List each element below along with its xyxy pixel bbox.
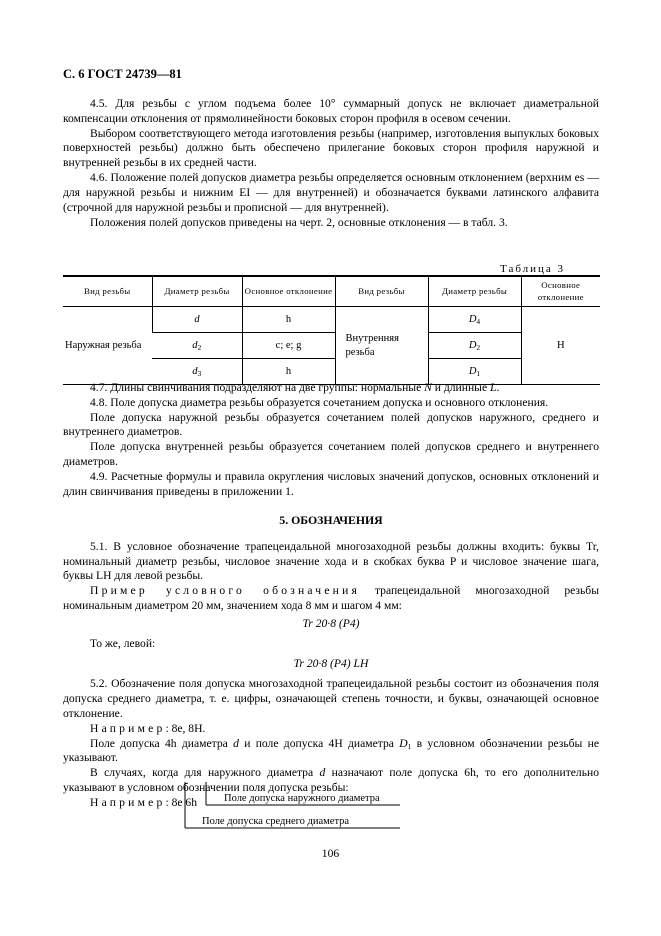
paragraph-4-6-b: Положения полей допусков приведены на черт. 2, основные отклонения — в табл. 3. bbox=[90, 215, 508, 229]
paragraph-4-8: 4.8. Поле допуска диаметра резьбы образуется сочетанием допуска и основного отклонения. bbox=[90, 395, 549, 409]
table-header-deviation-int: Основное отклонение bbox=[521, 276, 600, 307]
diam-subscript: 3 bbox=[197, 368, 202, 378]
same-left-label: То же, левой: bbox=[90, 636, 156, 650]
table-cell-ext-dev: c; e; g bbox=[242, 333, 335, 359]
table-caption: Таблица 3 bbox=[500, 263, 566, 275]
tolerance-diagram bbox=[175, 780, 415, 835]
section-5-title: 5. ОБОЗНАЧЕНИЯ bbox=[279, 512, 383, 527]
diam-subscript: 1 bbox=[476, 368, 481, 378]
middle-diameter-label: Поле допуска среднего диаметра bbox=[202, 816, 350, 827]
page-header: С. 6 ГОСТ 24739—81 bbox=[63, 67, 182, 81]
paragraph-5-2: 5.2. Обозначение поля допуска многозаходной трапецеидальной резьбы состоит из обозначения поля допуска среднего диаметра, т. е. цифры, означающей степень точности, и буквы, означающей основное отклонение. bbox=[63, 677, 599, 720]
example-1: Например: 8e, 8H. bbox=[90, 721, 206, 735]
section-4-continued bbox=[63, 381, 599, 811]
page-number: 106 bbox=[321, 847, 340, 860]
table-cell-ext-diam bbox=[152, 333, 242, 359]
paragraph-5-2-c: В случаях, когда для наружного диаметра d назначают поле допуска 6h, то его дополнительно указывают в условном обозначении поля допуска резьбы: bbox=[63, 766, 599, 795]
paragraph-4-5-b: Выбором соответствующего метода изготовления резьбы (например, изготовления выпуклых боковых поверхностей резьбы) должно быть обеспечено прилегание боковых сторон профиля наружной и внутренней резьбы в их средней части. bbox=[63, 126, 599, 170]
table-cell-int-dev: H bbox=[521, 307, 600, 385]
outer-diameter-label: Поле допуска наружного диаметра bbox=[224, 793, 380, 804]
table-cell-ext-type: Наружная резьба bbox=[63, 307, 152, 385]
table-header-diameter: Диаметр резьбы bbox=[152, 276, 242, 307]
paragraph-5-1: 5.1. В условное обозначение трапецеидальной многозаходной резьбы должны входить: буквы Tr, номинальный диаметр резьбы, числовое значение хода и в скобках буква P и числовое значение шага, буквы LH для левой резьбы. bbox=[63, 539, 599, 583]
paragraph-4-9: 4.9. Расчетные формулы и правила округления числовых значений допусков, основных отклонений и длин свинчивания приведены в приложении 1. bbox=[63, 469, 599, 498]
table-header-type-int: Вид резьбы bbox=[335, 276, 428, 307]
example-2: Например: 8e 6h bbox=[90, 795, 198, 809]
paragraph-4-6: 4.6. Положение полей допусков диаметра резьбы определяется основным отклонением (верхним es — для наружной резьбы и нижним EI — для внутренней) и обозначается буквами латинского алфавита (строчной для наружной резьбы и прописной — для внутренней). bbox=[63, 171, 599, 214]
formula-2: Tr 20·8 (P4) LH bbox=[293, 656, 369, 670]
paragraph-5-1-example: Пример условного обозначения трапецеидальной многозаходной резьбы номинальным диаметром 20 мм, значением хода 8 мм и шагом 4 мм: bbox=[63, 584, 599, 613]
table-3 bbox=[63, 275, 600, 385]
section-4-text bbox=[63, 97, 599, 230]
diam-symbol: d bbox=[194, 313, 200, 325]
table-header-type: Вид резьбы bbox=[63, 276, 152, 307]
diam-symbol: D bbox=[468, 339, 477, 351]
diam-subscript: 2 bbox=[197, 342, 202, 352]
table-cell-ext-diam bbox=[152, 307, 242, 333]
paragraph-4-7: 4.7. Длины свинчивания подразделяют на две группы: нормальные N и длинные L. bbox=[90, 381, 500, 394]
table-cell-int-type: Внутренняя резьба bbox=[335, 307, 428, 385]
table-header-diameter-int: Диаметр резьбы bbox=[428, 276, 521, 307]
table-cell-ext-dev: h bbox=[242, 359, 335, 385]
paragraph-4-8-c: Поле допуска внутренней резьбы образуется сочетанием полей допусков среднего и внутреннего диаметров. bbox=[63, 440, 599, 469]
diam-symbol: D bbox=[468, 313, 477, 325]
table-cell-int-diam bbox=[428, 333, 521, 359]
formula-1: Tr 20·8 (P4) bbox=[302, 616, 360, 630]
diam-symbol: d bbox=[192, 365, 198, 377]
diam-subscript: 4 bbox=[476, 316, 481, 326]
table-cell-ext-dev: h bbox=[242, 307, 335, 333]
table-header-deviation: Основное отклонение bbox=[242, 276, 335, 307]
paragraph-4-8-b: Поле допуска наружной резьбы образуется сочетанием полей допусков наружного, среднего и внутреннего диаметров. bbox=[63, 410, 599, 439]
paragraph-5-2-b: Поле допуска 4h диаметра d и поле допуска 4H диаметра $D_1$ в условном обозначении резьбы не указывают. bbox=[63, 736, 600, 765]
diam-symbol: d bbox=[192, 339, 198, 351]
table-cell-int-diam bbox=[428, 307, 521, 333]
diam-subscript: 2 bbox=[476, 342, 481, 352]
diam-symbol: D bbox=[468, 365, 477, 377]
paragraph-4-5: 4.5. Для резьбы с углом подъема более 10° суммарный допуск не включает диаметральной компенсации отклонения от прямолинейности боковых сторон профиля в осевом сечении. bbox=[63, 97, 599, 125]
